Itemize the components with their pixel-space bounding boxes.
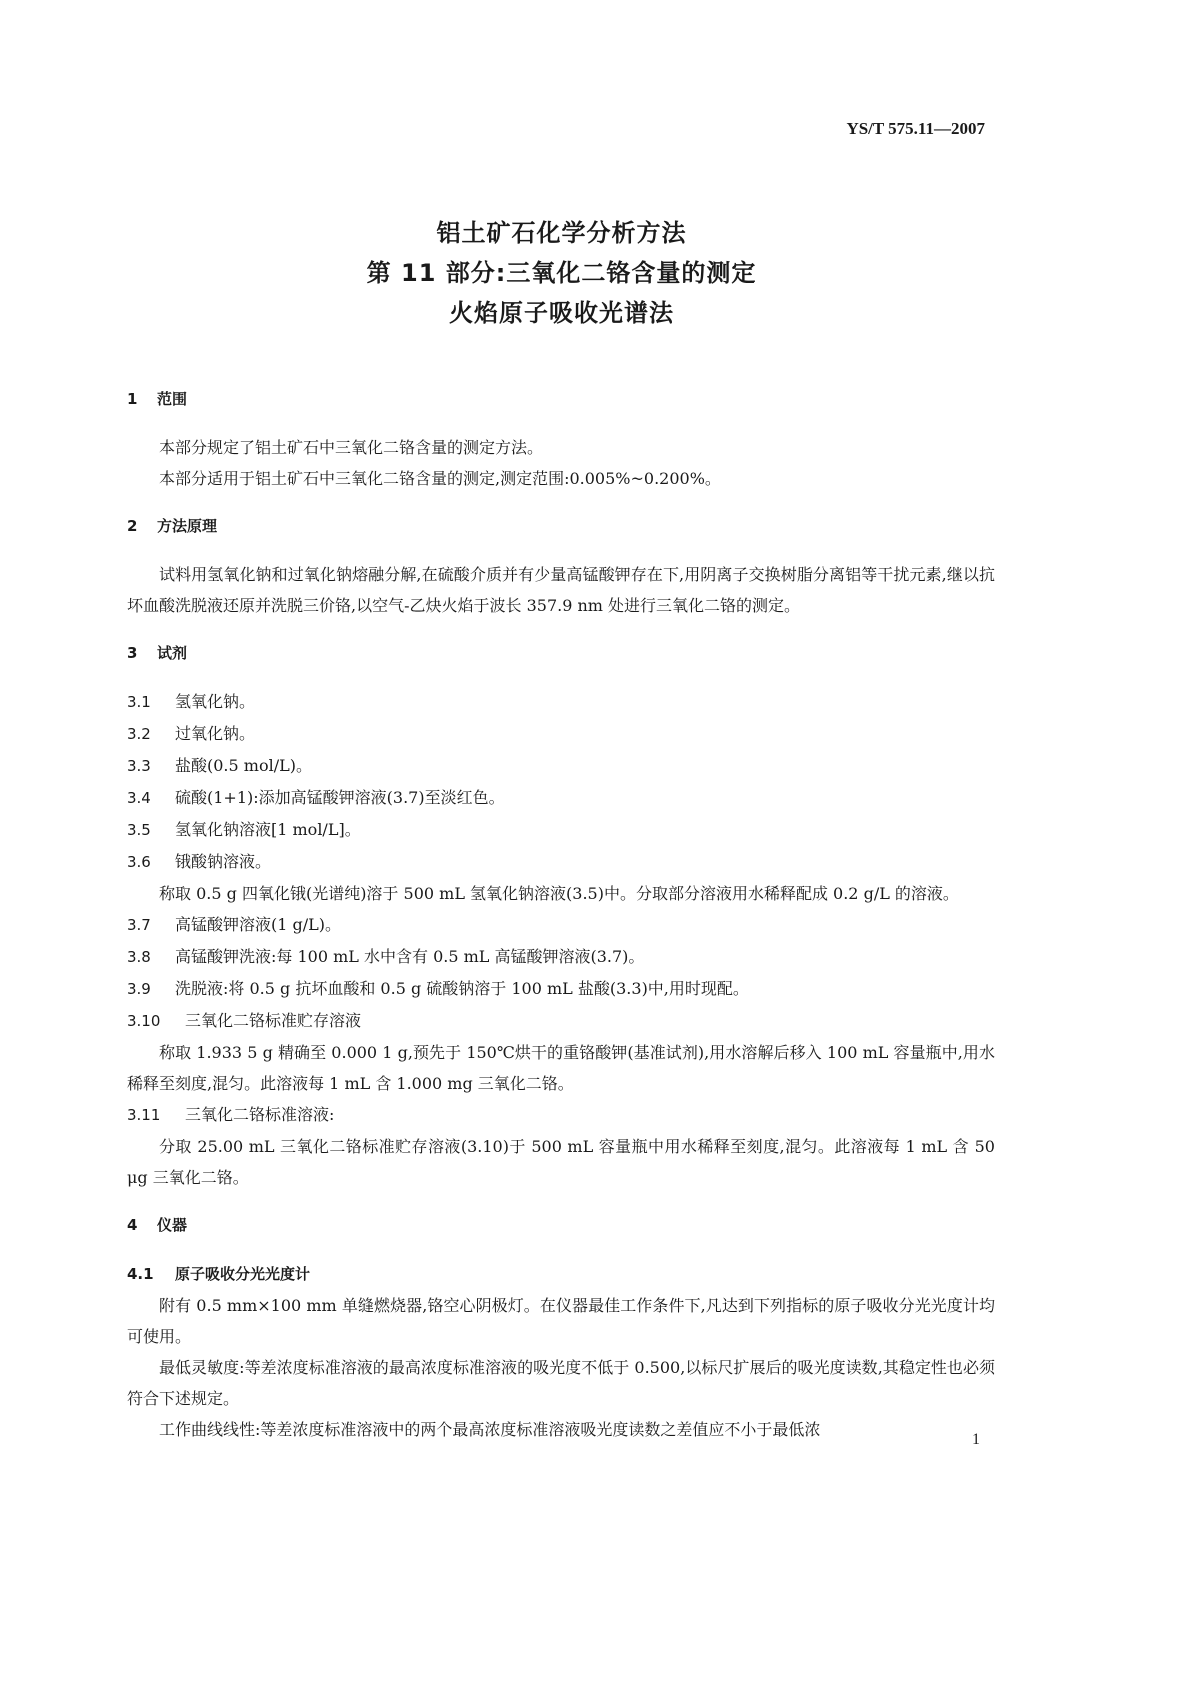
title-line-1: 铝土矿石化学分析方法	[436, 219, 687, 247]
document-body	[127, 385, 995, 1445]
section-number: 3	[127, 644, 138, 662]
section-number: 1	[127, 390, 138, 408]
list-item: 3.7 高锰酸钾溶液(1 g/L)。	[127, 915, 342, 934]
section-title: 方法原理	[157, 517, 218, 535]
page-number: 1	[972, 1431, 980, 1448]
section-title: 范围	[157, 390, 188, 408]
document-title	[0, 213, 1123, 333]
paragraph: 称取 0.5 g 四氧化锇(光谱纯)溶于 500 mL 氢氧化钠溶液(3.5)中。分取部分溶液用水稀释配成 0.2 g/L 的溶液。	[159, 884, 959, 903]
section-number: 2	[127, 517, 138, 535]
section-1-heading	[127, 385, 995, 414]
paragraph: 分取 25.00 mL 三氧化二铬标准贮存溶液(3.10)于 500 mL 容量瓶中用水稀释至刻度,混匀。此溶液每 1 mL 含 50 μg 三氧化二铬。	[127, 1137, 995, 1187]
paragraph: 工作曲线线性:等差浓度标准溶液中的两个最高浓度标准溶液吸光度读数之差值应不小于最低浓	[159, 1420, 821, 1439]
title-line-2: 第 11 部分:三氧化二铬含量的测定	[366, 259, 757, 287]
list-item: 3.6 锇酸钠溶液。	[127, 852, 272, 871]
standard-code: YS/T 575.11—2007	[846, 119, 985, 138]
paragraph: 最低灵敏度:等差浓度标准溶液的最高浓度标准溶液的吸光度不低于 0.500,以标尺扩展后的吸光度读数,其稳定性也必须符合下述规定。	[127, 1358, 995, 1408]
section-4-heading	[127, 1211, 995, 1240]
list-item: 3.9 洗脱液:将 0.5 g 抗坏血酸和 0.5 g 硫酸钠溶于 100 mL 盐酸(3.3)中,用时现配。	[127, 979, 749, 998]
paragraph: 本部分适用于铝土矿石中三氧化二铬含量的测定,测定范围:0.005%~0.200%。	[159, 469, 721, 488]
section-title: 试剂	[157, 644, 188, 662]
section-title: 仪器	[157, 1216, 188, 1234]
paragraph: 本部分规定了铝土矿石中三氧化二铬含量的测定方法。	[159, 438, 544, 457]
title-line-3: 火焰原子吸收光谱法	[449, 299, 674, 327]
section-number: 4	[127, 1216, 138, 1234]
list-item: 3.4 硫酸(1+1):添加高锰酸钾溶液(3.7)至淡红色。	[127, 788, 505, 807]
list-item: 3.11 三氧化二铬标准溶液:	[127, 1105, 335, 1124]
list-item: 3.2 过氧化钠。	[127, 724, 256, 743]
list-item: 3.5 氢氧化钠溶液[1 mol/L]。	[127, 820, 361, 839]
paragraph: 称取 1.933 5 g 精确至 0.000 1 g,预先于 150℃烘干的重铬酸钾(基准试剂),用水溶解后移入 100 mL 容量瓶中,用水稀释至刻度,混匀。此溶液每 1 mL 含 1.000 mg 三氧化二铬。	[127, 1043, 995, 1093]
list-item: 3.1 氢氧化钠。	[127, 692, 256, 711]
paragraph: 试料用氢氧化钠和过氧化钠熔融分解,在硫酸介质并有少量高锰酸钾存在下,用阴离子交换树脂分离铝等干扰元素,继以抗坏血酸洗脱液还原并洗脱三价铬,以空气-乙炔火焰于波长 357.9 nm 处进行三氧化二铬的测定。	[127, 565, 995, 615]
list-item: 3.3 盐酸(0.5 mol/L)。	[127, 756, 312, 775]
subsection-heading: 4.1 原子吸收分光光度计	[127, 1265, 311, 1283]
paragraph: 附有 0.5 mm×100 mm 单缝燃烧器,铬空心阴极灯。在仪器最佳工作条件下,凡达到下列指标的原子吸收分光光度计均可使用。	[127, 1296, 995, 1346]
list-item: 3.8 高锰酸钾洗液:每 100 mL 水中含有 0.5 mL 高锰酸钾溶液(3.7)。	[127, 947, 645, 966]
section-3-heading	[127, 639, 995, 668]
section-2-heading	[127, 512, 995, 541]
list-item: 3.10 三氧化二铬标准贮存溶液	[127, 1011, 362, 1030]
